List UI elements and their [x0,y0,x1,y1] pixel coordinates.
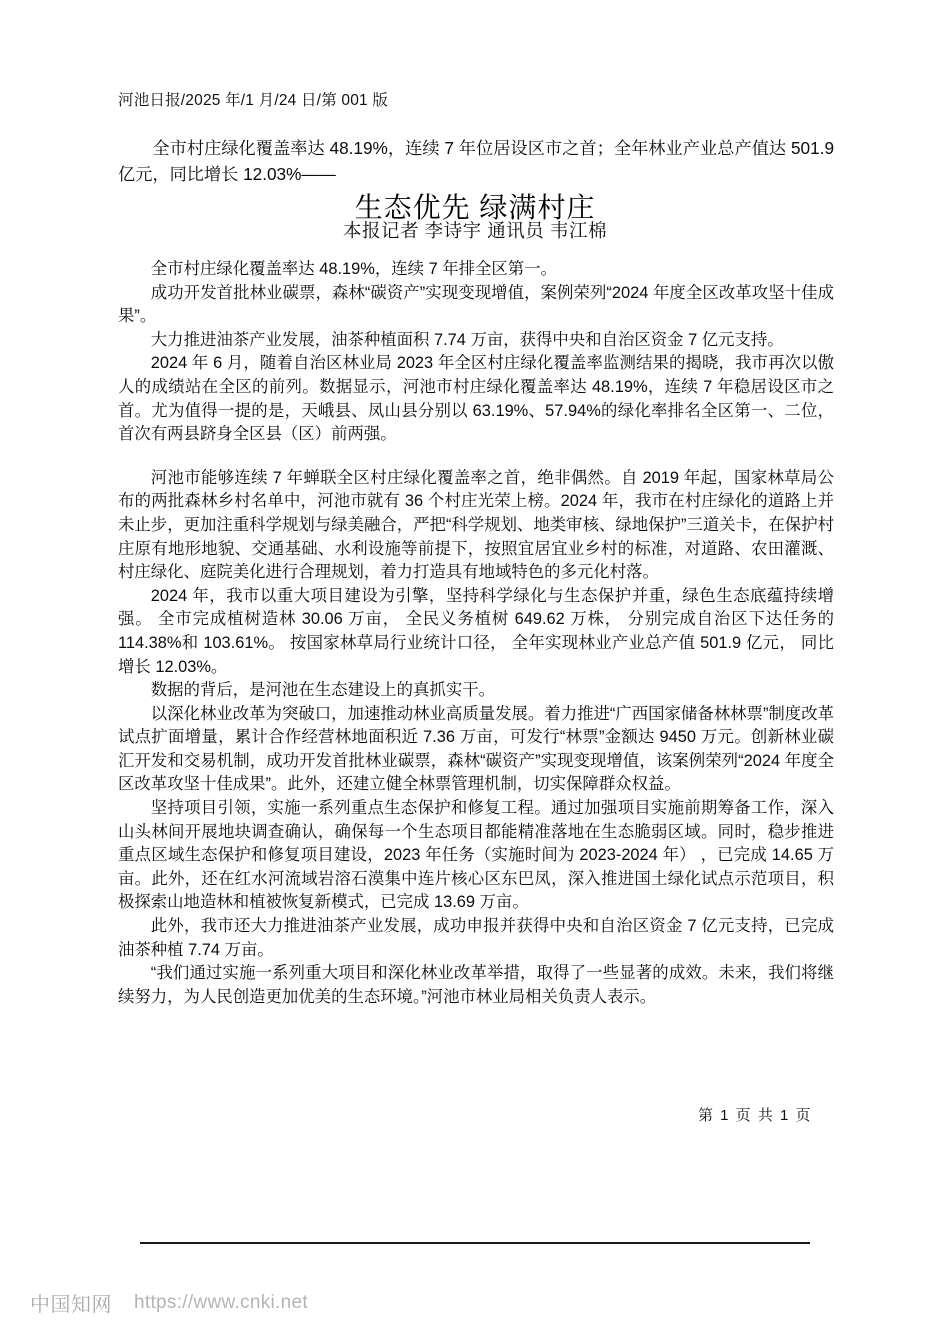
body-paragraph: 以深化林业改革为突破口，加速推动林业高质量发展。着力推进“广西国家储备林林票”制度改革试点扩面增量，累计合作经营林地面积近 7.36 万亩，可发行“林票”金额达 9450 万元。创新林业碳汇开发和交易机制，成功开发首批林业碳票，森林“碳资产”实现变现增值，该案例荣列“2024 年度全区改革攻坚十佳成果”。此外，还建立健全林票管理机制，切实保障群众权益。 [118,704,834,794]
cnki-brand-label: 中国知网 [30,1294,112,1316]
page-number-label: 第 1 页 共 1 页 [697,1107,813,1124]
cnki-watermark [30,1288,308,1317]
page-number-footer [0,1104,950,1125]
masthead-source-line: 河池日报/2025 年/1 月/24 日/第 001 版 [118,92,389,109]
page-title: 生态优先 绿满村庄 [354,192,596,223]
body-paragraph: 2024 年 6 月，随着自治区林业局 2023 年全区村庄绿化覆盖率监测结果的揭晓，我市再次以傲人的成绩站在全区的前列。数据显示，河池市村庄绿化覆盖率达 48.19%，连续 7 年稳居设区市之首。尤为值得一提的是，天峨县、凤山县分别以 63.19%、57.94%的绿化率排名全区第一、二位，首次有两县跻身全区县（区）前两强。 [118,354,834,444]
footer-divider [140,1242,810,1244]
body-paragraph: 成功开发首批林业碳票，森林“碳资产”实现变现增值，案例荣列“2024 年度全区改革攻坚十佳成果”。 [118,283,834,326]
article-byline: 本报记者 李诗宇 通讯员 韦江棉 [343,220,607,241]
shoulder-headline: 全市村庄绿化覆盖率达 48.19%，连续 7 年位居设区市之首；全年林业产业总产值达 501.9 亿元，同比增长 12.03%—— [118,138,834,184]
article-body [118,258,834,1009]
cnki-url-label: https://www.cnki.net [134,1291,308,1313]
body-paragraph: 大力推进油茶产业发展，油茶种植面积 7.74 万亩，获得中央和自治区资金 7 亿元支持。 [150,330,784,349]
body-paragraph: 2024 年，我市以重大项目建设为引擎，坚持科学绿化与生态保护并重，绿色生态底蕴持续增强。 全市完成植树造林 30.06 万亩， 全民义务植树 649.62 万株， 分别完成自治区下达任务的 114.38%和 103.61%。 按国家林草局行业统计口径， 全年实现林业产业总产值 501.9 亿元， 同比增长 12.03%。 [118,586,834,676]
body-paragraph: 全市村庄绿化覆盖率达 48.19%，连续 7 年排全区第一。 [150,260,557,278]
body-paragraph: “我们通过实施一系列重大项目和深化林业改革举措，取得了一些显著的成效。未来，我们将继续努力，为人民创造更加优美的生态环境。”河池市林业局相关负责人表示。 [118,964,834,1006]
body-paragraph: 河池市能够连续 7 年蝉联全区村庄绿化覆盖率之首，绝非偶然。自 2019 年起，国家林草局公布的两批森林乡村名单中，河池市就有 36 个村庄光荣上榜。2024 年，我市在村庄绿化的道路上并未止步，更加注重科学规划与绿美融合，严把“科学规划、地类审核、绿地保护”三道关卡，在保护村庄原有地形地貌、交通基础、水利设施等前提下，按照宜居宜业乡村的标准，对道路、农田灌溉、村庄绿化、庭院美化进行合理规划，着力打造具有地域特色的多元化村落。 [118,468,834,582]
body-paragraph: 数据的背后，是河池在生态建设上的真抓实干。 [150,681,495,700]
body-paragraph: 此外，我市还大力推进油茶产业发展，成功申报并获得中央和自治区资金 7 亿元支持，已完成油茶种植 7.74 万亩。 [118,917,834,959]
body-paragraph: 坚持项目引领，实施一系列重点生态保护和修复工程。通过加强项目实施前期筹备工作，深入山头林间开展地块调查确认，确保每一个生态项目都能精准落地在生态脆弱区域。同时，稳步推进重点区域生态保护和修复项目建设，2023 年任务（实施时间为 2023-2024 年） ，已完成 14.65 万亩。此外，还在红水河流域岩溶石漠集中连片核心区东巴凤，深入推进国土绿化试点示范项目，积极探索山地造林和植被恢复新模式，已完成 13.69 万亩。 [118,799,834,912]
